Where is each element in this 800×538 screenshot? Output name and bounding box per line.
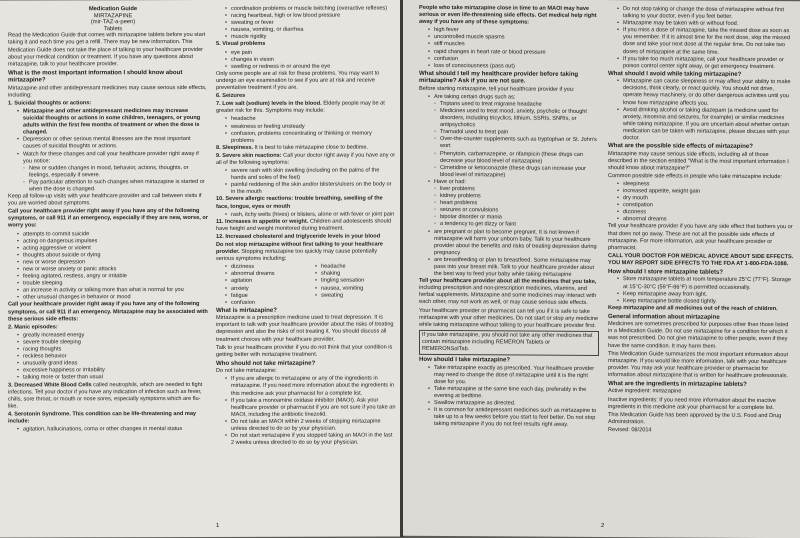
list-item: • excessive happiness or irritability: [16, 367, 208, 375]
list-item: • trouble sleeping: [16, 280, 208, 288]
section-cholesterol: 12. Increased cholesterol and triglyceride levels in your blood: [216, 233, 381, 240]
list-item: • fatigue: [224, 292, 306, 299]
remeron-box: If you take mirtazapine, you should not take any other medicines that contain mirtazapine including REMERON Tablets or REMERONSolTab.: [419, 330, 599, 356]
section-suicidal: 1. Suicidal thoughts or actions:: [8, 100, 92, 107]
list-item: • anxiety: [224, 285, 306, 292]
list-item: • Do not stop taking or change the dose of mirtazapine without first talking to your doctor, even if you feel better.: [616, 6, 794, 21]
withdrawal-symptoms: [216, 264, 396, 307]
dosage-form: Tablets: [103, 25, 123, 33]
list-item: • new or worse depression: [16, 259, 208, 267]
list-item: • sweating or fever: [224, 20, 396, 28]
suicidal-list: [8, 108, 208, 165]
list-item: • acting aggressive or violent: [16, 245, 208, 253]
appetite-text: Children and adolescents should have height and weight monitored during treatment.: [216, 218, 392, 232]
list-item: • uncontrolled muscle spasms: [427, 34, 599, 42]
sodium-list: [216, 116, 396, 145]
list-item: • Are taking certain drugs such as:: [427, 94, 599, 102]
inactive-ingredients: Inactive ingredients: If you need more information about the inactive ingredients in this medicine ask your pharmacist for a complete list.: [608, 396, 776, 411]
section-sodium: [216, 101, 396, 116]
list-item: • Store mirtazapine tablets at room temperature 25°C (77°F). Storage at 15°C-30°C (59°F-86°F) is permitted occasionally.: [616, 276, 794, 291]
list-item: • severe trouble sleeping: [16, 339, 208, 347]
side-effects-tell: Tell your healthcare provider if you have any side effect that bothers you or that does not go away. These are not all the possible side effects of mirtazapine. For more information, ask your healthcare provider or pharmacist.: [608, 223, 793, 251]
list-item: • eye pain: [224, 49, 396, 57]
heading-store: How should I store mirtazapine tablets?: [608, 268, 724, 276]
symptom-list: [8, 231, 208, 302]
list-item: • racing heartbeat, high or low blood pressure: [224, 13, 396, 21]
list-item: • Mirtazapine may be taken with or without food.: [616, 20, 794, 28]
list-item: • sleepiness: [616, 181, 794, 189]
list-item: ◦ heart problems: [433, 200, 599, 208]
side-effects-list: [608, 181, 794, 225]
list-item: ◦ Tramadol used to treat pain: [433, 129, 599, 137]
section-appetite: [216, 218, 396, 233]
list-item: • loss of consciousness (pass out): [427, 63, 599, 71]
list-item: • If you take a monoamine oxidase inhibitor (MAOI). Ask your healthcare provider or pharmacist if you are not sure if you take an MAOI, including the antibiotic linezolid.: [224, 397, 396, 419]
list-item: • If you are allergic to mirtazapine or any of the ingredients in mirtazapine. If you need more information about the ingredients in this medicine ask your pharmacist for a complete list.: [224, 376, 396, 398]
sleepiness-heading: 8. Sleepiness.: [216, 144, 254, 151]
list-item: • Watch for these changes and call your healthcare provider right away if you notice:: [16, 150, 208, 165]
withdrawal-list-right: [314, 264, 396, 307]
withdrawal-list-left: [224, 264, 306, 307]
tell-all-medicines: [419, 278, 599, 307]
guide-title: Medication Guide: [88, 6, 138, 13]
list-item: • Mirtazapine and other antidepressant medicines may increase suicidal thoughts or actions in some children, teenagers, or young adults within the first few months of treatment or when the dose is changed.: [16, 108, 208, 137]
list-item: ◦ bipolar disorder or mania: [433, 214, 599, 222]
list-item: • high fever: [427, 27, 599, 35]
list-item: • reckless behavior: [16, 353, 208, 361]
list-item: • other unusual changes in behavior or mood: [16, 294, 208, 302]
wbc-text: called neutrophils, which are needed to fight infections. Tell your doctor if you have any indication of infection such as fever, chills, sore throat, or mouth or nose sores, especially symptoms which are flu-like.: [8, 381, 203, 410]
list-item: ◦ New or sudden changes in mood, behavior, actions, thoughts, or feelings, especially if severe.: [22, 165, 208, 180]
list-item: • swelling or redness in or around the eye: [224, 63, 396, 71]
fda-approval: This Medication Guide has been approved by the U.S. Food and Drug Administration.: [608, 411, 782, 426]
list-item: • weakness or feeling unsteady: [224, 123, 396, 131]
sodium-heading: 7. Low salt (sodium) levels in the blood.: [216, 100, 322, 108]
manic-list: [8, 332, 208, 382]
list-item: • increased appetite, weight gain: [616, 188, 794, 196]
section-wbc: [8, 381, 208, 410]
how-list: [419, 364, 599, 429]
active-ingredient: Active ingredient: mirtazapine: [608, 388, 682, 395]
intro-text: Read the Medication Guide that comes with mirtazapine tablets before you start taking it and each time you get a refill. There may be new information. This Medication Guide does not take the place of talking to your healthcare provider about your medical condition or treatment. If you have any questions about mirtazapine, talk to your healthcare provider.: [8, 32, 206, 68]
heading-side-effects: What are the possible side effects of mirtazapine?: [608, 142, 753, 151]
section-sleepiness: [216, 144, 396, 152]
page-number: 2: [601, 522, 605, 530]
suicidal-sublist: [8, 165, 208, 194]
tell-intro: Before starting mirtazapine, tell your healthcare provider if you:: [419, 85, 575, 93]
heading-general: General information about mirtazapine: [608, 312, 720, 321]
list-item: • greatly increased energy: [16, 332, 208, 340]
list-item: • are breastfeeding or plan to breastfeed. Some mirtazapine may pass into your breast milk. Talk to your healthcare provider about the best way to feed your baby while taking mirtazapine: [427, 257, 599, 279]
allergic-list: [216, 211, 396, 219]
list-item: • talking more or faster than usual: [16, 374, 208, 382]
list-item: • tingling sensation: [314, 278, 396, 285]
maoi-list: [419, 27, 599, 71]
skin-heading: 9. Severe skin reactions:: [216, 152, 282, 159]
stop-text: Stopping mirtazapine too quickly may cause potentially serious symptoms including:: [216, 248, 378, 263]
heading-who: Who should not take mirtazapine?: [216, 359, 316, 367]
list-item: • racing thoughts: [16, 346, 208, 354]
list-item: • dizziness: [224, 264, 306, 271]
list-item: • Do not start mirtazapine if you stopped taking an MAOI in the last 2 weeks unless directed to do so by your physician.: [224, 433, 396, 448]
list-item: • shaking: [314, 271, 396, 278]
children-warning: Keep mirtazapine and all medicines out of the reach of children.: [608, 304, 778, 312]
wbc-heading: 3. Decreased White Blood Cells: [8, 381, 92, 389]
list-item: • coordination problems or muscle twitching (overactive reflexes): [224, 5, 396, 13]
page-one-left-column: [8, 6, 208, 434]
heading-how: How should I take mirtazapine?: [419, 356, 511, 364]
serotonin-list: [8, 426, 208, 434]
stop-warning: [216, 241, 396, 263]
list-item: • nausea, vomiting: [314, 285, 396, 292]
list-item: • nausea, vomiting, or diarrhea: [224, 27, 396, 35]
list-item: • thoughts about suicide or dying: [16, 252, 208, 260]
section-manic: 2. Manic episodes:: [8, 324, 58, 331]
list-item: ◦ kidney problems: [433, 193, 599, 201]
store-list: [608, 276, 794, 306]
side-effects-common: Common possible side effects in people who take mirtazapine include:: [608, 172, 783, 180]
section-allergic: 10. Severe allergic reactions: trouble breathing, swelling of the face, tongue, eyes or mouth: [216, 195, 383, 210]
list-item: ◦ seizures or convulsions: [433, 207, 599, 215]
list-item: ◦ a tendency to get dizzy or faint: [433, 221, 599, 229]
list-item: • Keep mirtazapine away from light.: [616, 291, 794, 299]
maoi-warning: People who take mirtazapine close in time to an MAOI may have serious or even life-threatening side effects. Get medical help right away if you have any of these symptoms:: [419, 4, 597, 26]
drug-name: MIRTAZAPINE: [93, 12, 133, 19]
section-seizures: 6. Seizures: [216, 93, 246, 100]
tell-drug-list: [419, 101, 599, 180]
list-item: • headache: [224, 116, 396, 124]
revised-date: Revised: 08/2014: [608, 426, 652, 434]
section-serotonin: 4. Serotonin Syndrome. This condition can be life-threatening and may include:: [8, 410, 197, 425]
skin-list: [216, 168, 396, 197]
section-visual: 5. Visual problems: [216, 41, 266, 48]
list-item: ◦ Cimetidine or ketoconazole (these drugs can increase your blood level of mirtazapine): [433, 165, 599, 180]
list-item: • attempts to commit suicide: [16, 231, 208, 239]
list-item: ◦ Medicines used to treat mood, anxiety, psychotic or thought disorders, including tricyclics, lithium, SSRIs, SNRIs, or antipsychotics: [433, 108, 599, 130]
heading-important: What is the most important information I should know about mirtazapine?: [8, 68, 183, 84]
list-item: • severe rash with skin swelling (including on the palms of the hands and soles of the feet): [224, 168, 396, 183]
page-two: [403, 0, 800, 538]
list-item: • agitation, hallucinations, coma or other changes in mental status: [16, 426, 208, 434]
who-list: [216, 376, 396, 447]
list-item: • Avoid drinking alcohol or taking diazepam (a medicine used for anxiety, insomnia and seizures, for example) or similar medicines while taking mirtazapine. If you are uncertain about whether certain medication can be taken with mirtazapine, please discuss with your doctor.: [616, 107, 794, 144]
list-item: • dizziness: [616, 209, 794, 217]
sodium-text: Elderly people may be at greater risk for this. Symptoms may include:: [216, 100, 385, 115]
list-item: • Take mirtazapine at the same time each day, preferably in the evening at bedtime.: [427, 386, 599, 401]
list-item: • Do not take an MAOI within 2 weeks of stopping mirtazapine unless directed to do so by your physician.: [224, 418, 396, 433]
list-item: • feeling agitated, restless, angry or irritable: [16, 273, 208, 281]
heading-ingredients: What are the ingredients in mirtazapine tablets?: [608, 380, 747, 388]
heading-avoid: What should I avoid while taking mirtazapine?: [608, 69, 742, 78]
call-emergency-text: Call your healthcare provider right away if you have any of the following symptoms, or call 911 if an emergency. Mirtazapine may be associated with these serious side effects:: [8, 301, 208, 323]
list-item: • confusion, problems concentrating or thinking or memory problems: [224, 130, 396, 145]
appetite-heading: 11. Increases in appetite or weight.: [216, 218, 309, 225]
call-911-text: Call your healthcare provider right away if you have any of the following symptoms, or call 911 if an emergency, especially if they are new, worse, or worry you:: [8, 208, 208, 229]
list-item: • It is common for antidepressant medicines such as mirtazapine to take up to a few weeks before you start to feel better. Do not stop taking mirtazapine if you do not feel results right away.: [427, 407, 599, 429]
page-one-right-column: [216, 5, 396, 447]
heading-what: What is mirtazapine?: [216, 306, 277, 314]
pronunciation: (mir-TAZ-a-peen): [90, 19, 136, 26]
list-item: • are pregnant or plan to become pregnant. It is not known if mirtazapine will harm your unborn baby. Talk to your healthcare provider about the benefits and risks of treating depression during pregnancy: [427, 228, 599, 257]
list-item: • headache: [314, 264, 396, 271]
list-item: • dry mouth: [616, 195, 794, 203]
page-number: 1: [216, 522, 220, 529]
list-item: • confusion: [427, 56, 599, 64]
general-text: Medicines are sometimes prescribed for purposes other than those listed in a Medication Guide. Do not use mirtazapine for a condition for which it was not prescribed. Do not give mirtazapine to other people, even if they have the same condition. It may harm them.: [608, 321, 789, 350]
heading-tell: What should I tell my healthcare provider before taking mirtazapine? Ask if you are not sure.: [419, 69, 579, 85]
stop-heading: Do not stop mirtazapine without first talking to your healthcare provider.: [216, 241, 383, 256]
list-item: • unusually grand ideas: [16, 360, 208, 368]
section-skin: [216, 152, 396, 167]
who-intro: Do not take mirtazapine:: [216, 368, 277, 375]
serotonin-list-cont: [216, 5, 396, 41]
list-item: • abnormal dreams: [616, 216, 794, 224]
list-item: • Swallow mirtazapine as directed.: [427, 400, 599, 408]
list-item: • Take mirtazapine exactly as prescribed. Your healthcare provider may need to change the dose of mirtazapine until it is the right dose for you.: [427, 364, 599, 386]
what-text-2: Talk to your healthcare provider if you do not think that your condition is getting better with mirtazapine treatment.: [216, 344, 393, 358]
list-item: • agitation: [224, 278, 306, 285]
page-two-right-column: [608, 6, 794, 436]
tell-all-heading: Tell your healthcare provider about all the medicines that you take,: [419, 278, 597, 286]
avoid-list: [608, 78, 794, 143]
list-item: ◦ Triptans used to treat migraine headache: [433, 101, 599, 109]
list-item: • Have or had:: [427, 179, 599, 187]
list-item: • acting on dangerous impulses: [16, 238, 208, 246]
fda-notice: CALL YOUR DOCTOR FOR MEDICAL ADVICE ABOUT SIDE EFFECTS. YOU MAY REPORT SIDE EFFECTS TO THE FDA AT 1-800-FDA-1088.: [608, 252, 794, 268]
list-item: • rapid changes in heart rate or blood pressure: [427, 48, 599, 56]
list-item: • abnormal dreams: [224, 271, 306, 278]
list-item: • painful reddening of the skin and/or blisters/ulcers on the body or in the mouth: [224, 182, 396, 197]
list-item: • confusion: [224, 299, 306, 306]
list-item: • stiff muscles: [427, 41, 599, 49]
list-item: ◦ Over-the-counter supplements such as tryptophan or St. John's wort: [433, 136, 599, 151]
page-two-left-column: [419, 5, 599, 429]
list-item: • Mirtazapine can cause sleepiness or may affect your ability to make decisions, think clearly, or react quickly. You should not drive, operate heavy machinery, or do other dangerous activities until you know how mirtazapine affects you.: [616, 78, 794, 107]
list-item: • rash, itchy welts (hives) or blisters, alone or with fever or joint pain: [224, 211, 396, 219]
list-item: • constipation: [616, 202, 794, 210]
conditions-list: [419, 186, 599, 230]
list-item: ◦ Phenytoin, carbamazepine, or rifampicin (these drugs can decrease your blood level of mirtazapine): [433, 150, 599, 165]
list-item: • Keep mirtazapine bottle closed tightly.: [616, 298, 794, 306]
visual-note: Only some people are at risk for these problems. You may want to undergo an eye examination to see if you are at risk and receive preventative treatment if you are.: [216, 70, 380, 91]
list-item: ◦ Pay particular attention to such changes when mirtazapine is started or when the dose is changed.: [22, 179, 208, 194]
list-item: • If you miss a dose of mirtazapine, take the missed dose as soon as you remember. If it is almost time for the next dose, skip the missed dose and take your next dose at the regular time. Do not take two doses of mirtazapine at the same time.: [616, 27, 794, 56]
how-list-cont: [608, 6, 794, 71]
list-item: • muscle rigidity: [224, 34, 396, 42]
general-text-2: This Medication Guide summarizes the most important information about mirtazapine. If you would like more information, talk with your healthcare provider. You may ask your healthcare provider or pharmacist for information about mirtazapine that is written for healthcare professionals.: [608, 350, 789, 380]
list-item: • changes in vision: [224, 56, 396, 64]
list-item: • an increase in activity or talking more than what is normal for you: [16, 287, 208, 295]
list-item: • If you take too much mirtazapine, call your healthcare provider or poison control center right away, or get emergency treatment.: [616, 56, 794, 71]
list-item: • new or worse anxiety or panic attacks: [16, 266, 208, 274]
tell-pharmacist: Your healthcare provider or pharmacist can tell you if it is safe to take mirtazapine with your other medicines. Do not start or stop any medicine while taking mirtazapine without talking to your healthcare provider first.: [419, 307, 599, 329]
what-text: Mirtazapine is a prescription medicine used to treat depression. It is important to talk with your healthcare provider about the risks of treating depression and also the risks of not treating it. You should discuss all treatment choices with your healthcare provider.: [216, 314, 394, 343]
skin-text: Call your doctor right away if you have any or all of the following symptoms:: [216, 152, 396, 166]
tell-all-text: including prescription and non-prescription medicines, vitamins, and herbal supplements. Mirtazapine and some medicines may interact with each other, may not work as well, or may cause serious side effects.: [419, 285, 597, 307]
tell-list-c: [419, 228, 599, 279]
list-item: • Depression or other serious mental illnesses are the most important causes of suicidal thoughts or actions.: [16, 136, 208, 151]
sleepiness-text: It is best to take mirtazapine close to bedtime.: [253, 144, 369, 151]
list-item: • sweating: [314, 292, 396, 299]
important-intro: Mirtazapine and other antidepressant medicines may cause serious side effects, including:: [8, 84, 207, 99]
list-item: ◦ liver problems: [433, 186, 599, 194]
side-effects-text: Mirtazapine may cause serious side effects, including all of those described in the section entitled "What is the most important information I should know about mirtazapine?": [608, 150, 789, 172]
followup-text: Keep all follow-up visits with your healthcare provider and call between visits if you are worried about symptoms.: [8, 193, 202, 207]
visual-list: [216, 49, 396, 71]
